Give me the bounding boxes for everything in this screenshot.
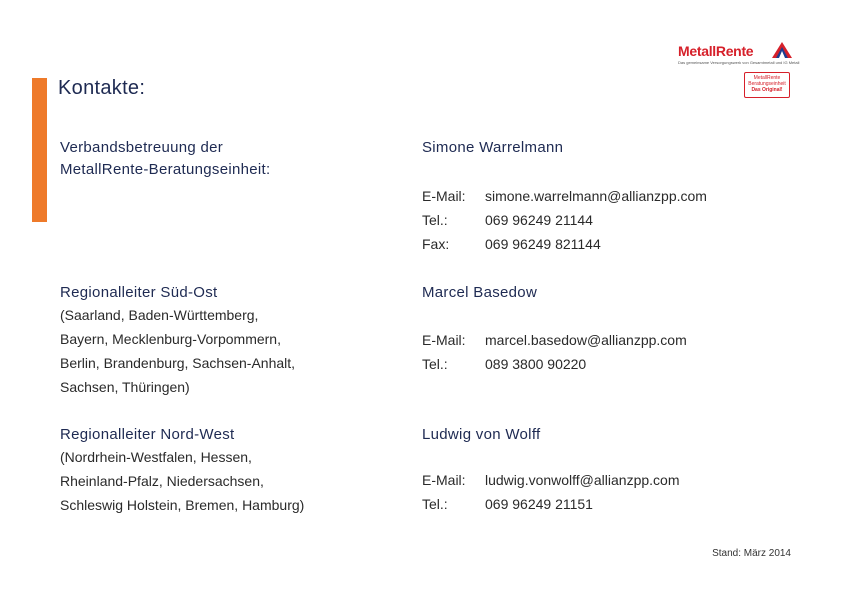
metallrente-logo [678,40,800,100]
email-link[interactable]: ludwig.vonwolff@allianzpp.com [485,472,680,488]
logo-tagline: Das gemeinsame Versorgungswerk von Gesamtmetall und IG Metall [678,60,800,65]
contact-3-region [60,445,304,517]
accent-bar [32,78,47,222]
logo-triangle-icon [772,42,792,58]
email-link[interactable]: simone.warrelmann@allianzpp.com [485,188,707,204]
tel-label: Tel.: [422,496,448,512]
stamp-line-1: MetallRente [753,75,781,81]
tel-value: 089 3800 90220 [485,356,587,372]
tel-row [422,352,687,376]
role-line: MetallRente-Beratungseinheit: [60,161,271,178]
contact-3-name: Ludwig von Wolff [422,426,541,443]
tel-row [422,208,707,232]
contact-1-name: Simone Warrelmann [422,139,564,156]
stand-date: Stand: März 2014 [712,548,791,559]
email-row [422,328,687,352]
region-line: Berlin, Brandenburg, Sachsen-Anhalt, [60,355,296,371]
region-line: Sachsen, Thüringen) [60,379,190,395]
contact-3-role: Regionalleiter Nord-West [60,426,235,443]
tel-label: Tel.: [422,356,448,372]
contact-3-details [422,468,680,516]
page-title: Kontakte: [58,77,146,99]
contact-2-details [422,328,687,376]
email-label: E-Mail: [422,332,466,348]
region-line: Schleswig Holstein, Bremen, Hamburg) [60,497,305,513]
email-row [422,184,707,208]
contact-2-role: Regionalleiter Süd-Ost [60,284,218,301]
fax-row [422,232,707,256]
email-row [422,468,680,492]
stamp-line-3: Das Original! [751,87,783,93]
tel-value: 069 96249 21151 [485,496,593,512]
tel-value: 069 96249 21144 [485,212,593,228]
region-line: Bayern, Mecklenburg-Vorpommern, [60,331,281,347]
logo-wordmark [678,43,753,59]
fax-label: Fax: [422,236,450,252]
tel-row [422,492,680,516]
region-line: (Nordrhein-Westfalen, Hessen, [60,449,252,465]
contact-1-role [60,137,270,181]
stamp-line-2: Beratungseinheit [748,81,786,87]
email-label: E-Mail: [422,188,466,204]
email-link[interactable]: marcel.basedow@allianzpp.com [485,332,687,348]
email-label: E-Mail: [422,472,466,488]
region-line: Rheinland-Pfalz, Niedersachsen, [60,473,264,489]
fax-value: 069 96249 821144 [485,236,601,252]
contact-2-name: Marcel Basedow [422,284,538,301]
tel-label: Tel.: [422,212,448,228]
contact-1-details [422,184,707,256]
role-line: Verbandsbetreuung der [60,139,224,156]
logo-brand-part1: Metall [678,43,716,59]
contact-2-region [60,303,295,399]
logo-brand-part2: Rente [715,43,754,59]
logo-stamp [744,72,790,98]
region-line: (Saarland, Baden-Württemberg, [60,307,259,323]
